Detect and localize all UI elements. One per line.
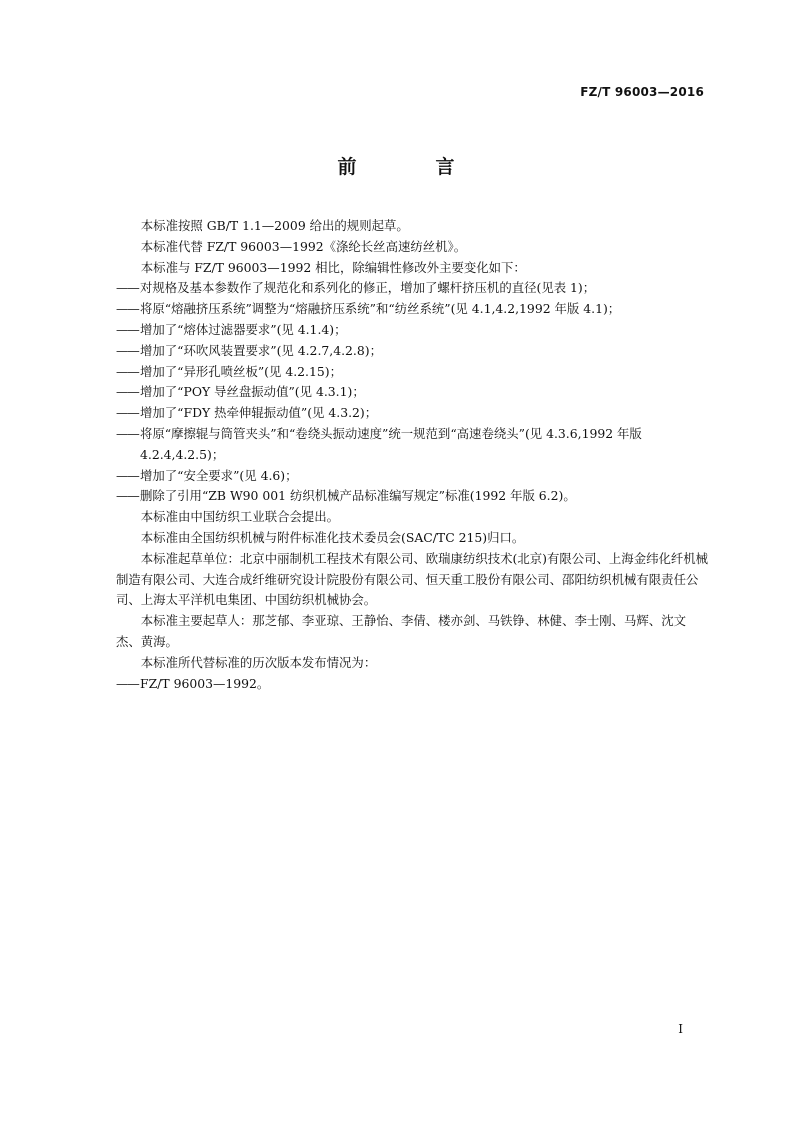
change-text: 增加了“FDY 热牵伸辊振动值”(见 4.3.2)； (140, 405, 378, 421)
paragraph-proposer: 本标准由中国纺织工业联合会提出。 (140, 509, 340, 525)
dash-marker: —— (116, 363, 139, 379)
dash-marker: —— (116, 342, 139, 358)
change-item (116, 362, 710, 383)
paragraph-drafting-units: 本标准起草单位：北京中丽制机工程技术有限公司、欧瑞康纺织技术(北京)有限公司、上海金纬化纤机械制造有限公司、大连合成纤维研究设计院股份有限公司、恒天重工股份有限公司、邵阳纺织机械有限责任公司、上海太平洋机电集团、中国纺织机械协会。 (116, 550, 709, 608)
paragraph-history-intro: 本标准所代替标准的历次版本发布情况为： (140, 654, 377, 670)
dash-marker: —— (116, 405, 139, 421)
change-text: 增加了“POY 导丝盘振动值”(见 4.3.1)； (140, 384, 365, 400)
change-item (116, 486, 710, 507)
history-item (116, 674, 710, 695)
paragraph-changes-intro: 本标准与 FZ/T 96003—1992 相比，除编辑性修改外主要变化如下： (140, 259, 526, 275)
change-item (116, 320, 710, 341)
paragraph-technical-committee: 本标准由全国纺织机械与附件标准化技术委员会(SAC/TC 215)归口。 (140, 529, 525, 545)
dash-marker: —— (116, 280, 139, 296)
dash-marker: —— (116, 467, 139, 483)
document-code: FZ/T 96003—2016 (580, 85, 704, 99)
change-text: 将原“摩擦辊与筒管夹头”和“卷绕头振动速度”统一规范到“高速卷绕头”(见 4.3.6,1992 年版 4.2.4,4.2.5)； (140, 425, 642, 462)
paragraph-replaces: 本标准代替 FZ/T 96003—1992《涤纶长丝高速纺丝机》。 (140, 238, 467, 254)
history-text: FZ/T 96003—1992。 (140, 675, 270, 691)
change-item (116, 278, 710, 299)
change-item (116, 299, 710, 320)
dash-marker: —— (116, 321, 139, 337)
change-text: 增加了“环吹风装置要求”(见 4.2.7,4.2.8)； (140, 342, 382, 358)
dash-marker: —— (116, 488, 139, 504)
change-item (116, 382, 710, 403)
change-item (116, 424, 710, 466)
change-text: 将原“熔融挤压系统”调整为“熔融挤压系统”和“纺丝系统”(见 4.1,4.2,1992 年版 4.1)； (140, 301, 621, 317)
page-number: I (678, 1022, 683, 1036)
paragraph-drafting-rules: 本标准按照 GB/T 1.1—2009 给出的规则起草。 (140, 218, 409, 233)
change-item (116, 403, 710, 424)
dash-marker: —— (116, 425, 139, 441)
dash-marker: —— (116, 675, 139, 691)
change-text: 增加了“熔体过滤器要求”(见 4.1.4)； (140, 321, 347, 337)
foreword-body (116, 216, 710, 694)
change-item (116, 341, 710, 362)
page-title: 前 言 (337, 156, 485, 178)
change-text: 对规格及基本参数作了规范化和系列化的修正，增加了螺杆挤压机的直径(见表 1)； (140, 280, 596, 296)
change-text: 删除了引用“ZB W90 001 纺织机械产品标准编写规定”标准(1992 年版 6.2)。 (140, 488, 576, 504)
change-item (116, 466, 710, 487)
change-text: 增加了“异形孔喷丝板”(见 4.2.15)； (140, 363, 342, 379)
paragraph-drafters: 本标准主要起草人：那芝郁、李亚琼、王静怡、李倩、楼亦剑、马铁铮、林健、李士刚、马辉、沈文杰、黄海。 (116, 613, 686, 649)
change-text: 增加了“安全要求”(见 4.6)； (140, 467, 298, 483)
dash-marker: —— (116, 384, 139, 400)
dash-marker: —— (116, 301, 139, 317)
